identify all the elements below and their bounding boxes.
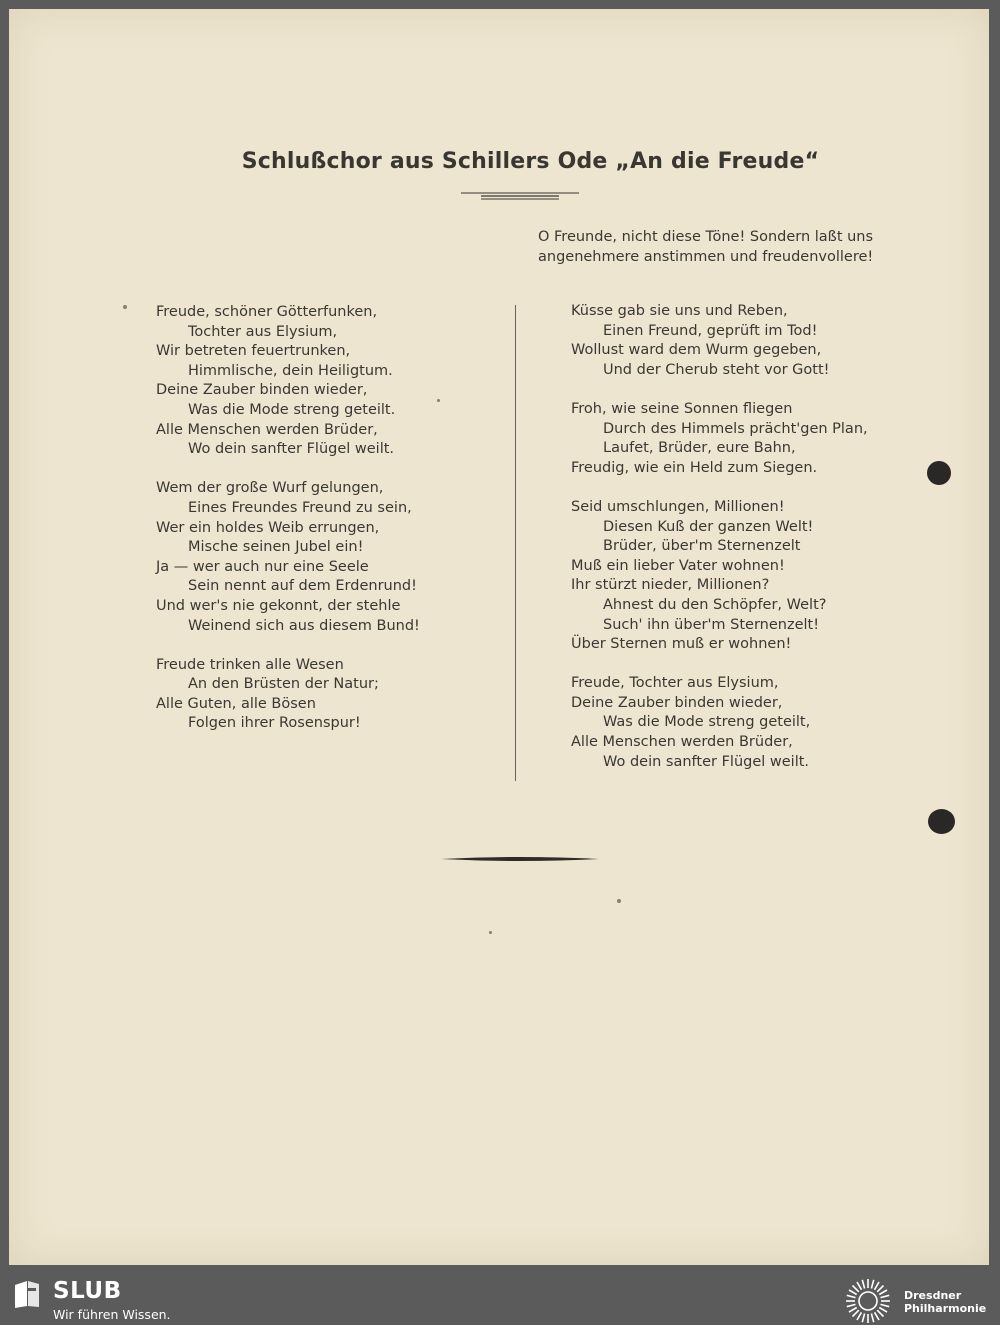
poem-line: Seid umschlungen, Millionen! [571,498,785,515]
poem-left-column [156,303,420,754]
poem-line: Ja — wer auch nur eine Seele [156,558,369,575]
intro-text: O Freunde, nicht diese Töne! Sondern laßt uns angenehmere anstimmen und freudenvollere! [538,229,874,265]
poem-stanza [156,479,420,636]
column-divider [515,305,516,781]
poem-line: Freude, schöner Götterfunken, [156,304,378,320]
poem-line: Such' ihn über'm Sternenzelt! [603,616,820,633]
poem-line: Mische seinen Jubel ein! [188,539,364,556]
page-title: Schlußchor aus Schillers Ode „An die Freude“ [241,149,820,174]
poem-line: Deine Zauber binden wieder, [156,382,368,399]
poem-right-column [571,302,868,792]
poem-line: Und der Cherub steht vor Gott! [603,361,830,378]
philharmonie-logo-text[interactable] [904,1289,986,1315]
poem-line: Was die Mode streng geteilt, [603,714,811,731]
poem-line: Ihr stürzt nieder, Millionen? [571,577,770,594]
poem-line: Alle Menschen werden Brüder, [156,421,378,438]
paper-speck [123,305,127,309]
footer-bar [0,1274,1000,1324]
poem-line: Laufet, Brüder, eure Bahn, [603,440,796,457]
poem-line: Freude trinken alle Wesen [156,656,344,673]
poem-line: Weinend sich aus diesem Bund! [188,617,420,634]
poem-line: Küsse gab sie uns und Reben, [571,303,788,319]
poem-stanza [156,303,420,460]
punch-hole [927,461,951,485]
poem-line: Tochter aus Elysium, [188,323,338,340]
poem-line: Diesen Kuß der ganzen Welt! [603,518,814,535]
title-ornament-rule [461,191,579,201]
poem-line: Und wer's nie gekonnt, der stehle [156,597,401,614]
slub-book-icon[interactable] [12,1279,42,1309]
poem-line: Brüder, über'm Sternenzelt [603,538,801,555]
poem-line: Folgen ihrer Rosenspur! [188,715,361,732]
poem-stanza [571,498,868,655]
poem-line: Wollust ward dem Wurm gegeben, [571,342,822,359]
poem-line: Einen Freund, geprüft im Tod! [603,322,818,339]
poem-stanza [571,400,868,478]
poem-line: Freude, Tochter aus Elysium, [571,675,779,692]
poem-stanza [156,656,420,734]
poem-line: Ahnest du den Schöpfer, Welt? [603,596,827,613]
poem-line: Alle Menschen werden Brüder, [571,734,793,751]
poem-line: Durch des Himmels prächt'gen Plan, [603,420,868,437]
poem-line: Himmlische, dein Heiligtum. [188,362,393,379]
poem-line: Sein nennt auf dem Erdenrund! [188,578,417,595]
poem-line: Alle Guten, alle Bösen [156,695,316,712]
poem-line: Wir betreten feuertrunken, [156,343,351,360]
paper-speck [489,931,492,934]
poem-line: Freudig, wie ein Held zum Siegen. [571,459,818,476]
slub-tagline: Wir führen Wissen. [53,1307,171,1322]
poem-line: Wem der große Wurf gelungen, [156,480,384,497]
poem-line: Was die Mode streng geteilt. [188,401,396,418]
document-page [9,9,989,1265]
poem-line: Muß ein lieber Vater wohnen! [571,557,785,574]
slub-logo-text[interactable]: SLUB [53,1278,122,1304]
philharmonie-sunburst-icon[interactable] [842,1277,894,1325]
poem-line: Über Sternen muß er wohnen! [571,636,792,653]
paper-speck [437,399,440,402]
poem-line: Eines Freundes Freund zu sein, [188,499,412,516]
philharmonie-line1: Dresdner [904,1289,962,1302]
poem-stanza [571,302,868,380]
closing-ornament-rule [441,855,599,863]
paper-speck [617,899,621,903]
poem-line: An den Brüsten der Natur; [188,676,379,693]
poem-line: Wo dein sanfter Flügel weilt. [188,441,395,458]
poem-line: Wo dein sanfter Flügel weilt. [603,753,810,770]
philharmonie-line2: Philharmonie [904,1302,987,1315]
poem-stanza [571,674,868,772]
poem-line: Deine Zauber binden wieder, [571,694,783,711]
punch-hole [928,809,955,834]
poem-line: Wer ein holdes Weib errungen, [156,519,380,536]
poem-line: Froh, wie seine Sonnen fliegen [571,400,793,417]
